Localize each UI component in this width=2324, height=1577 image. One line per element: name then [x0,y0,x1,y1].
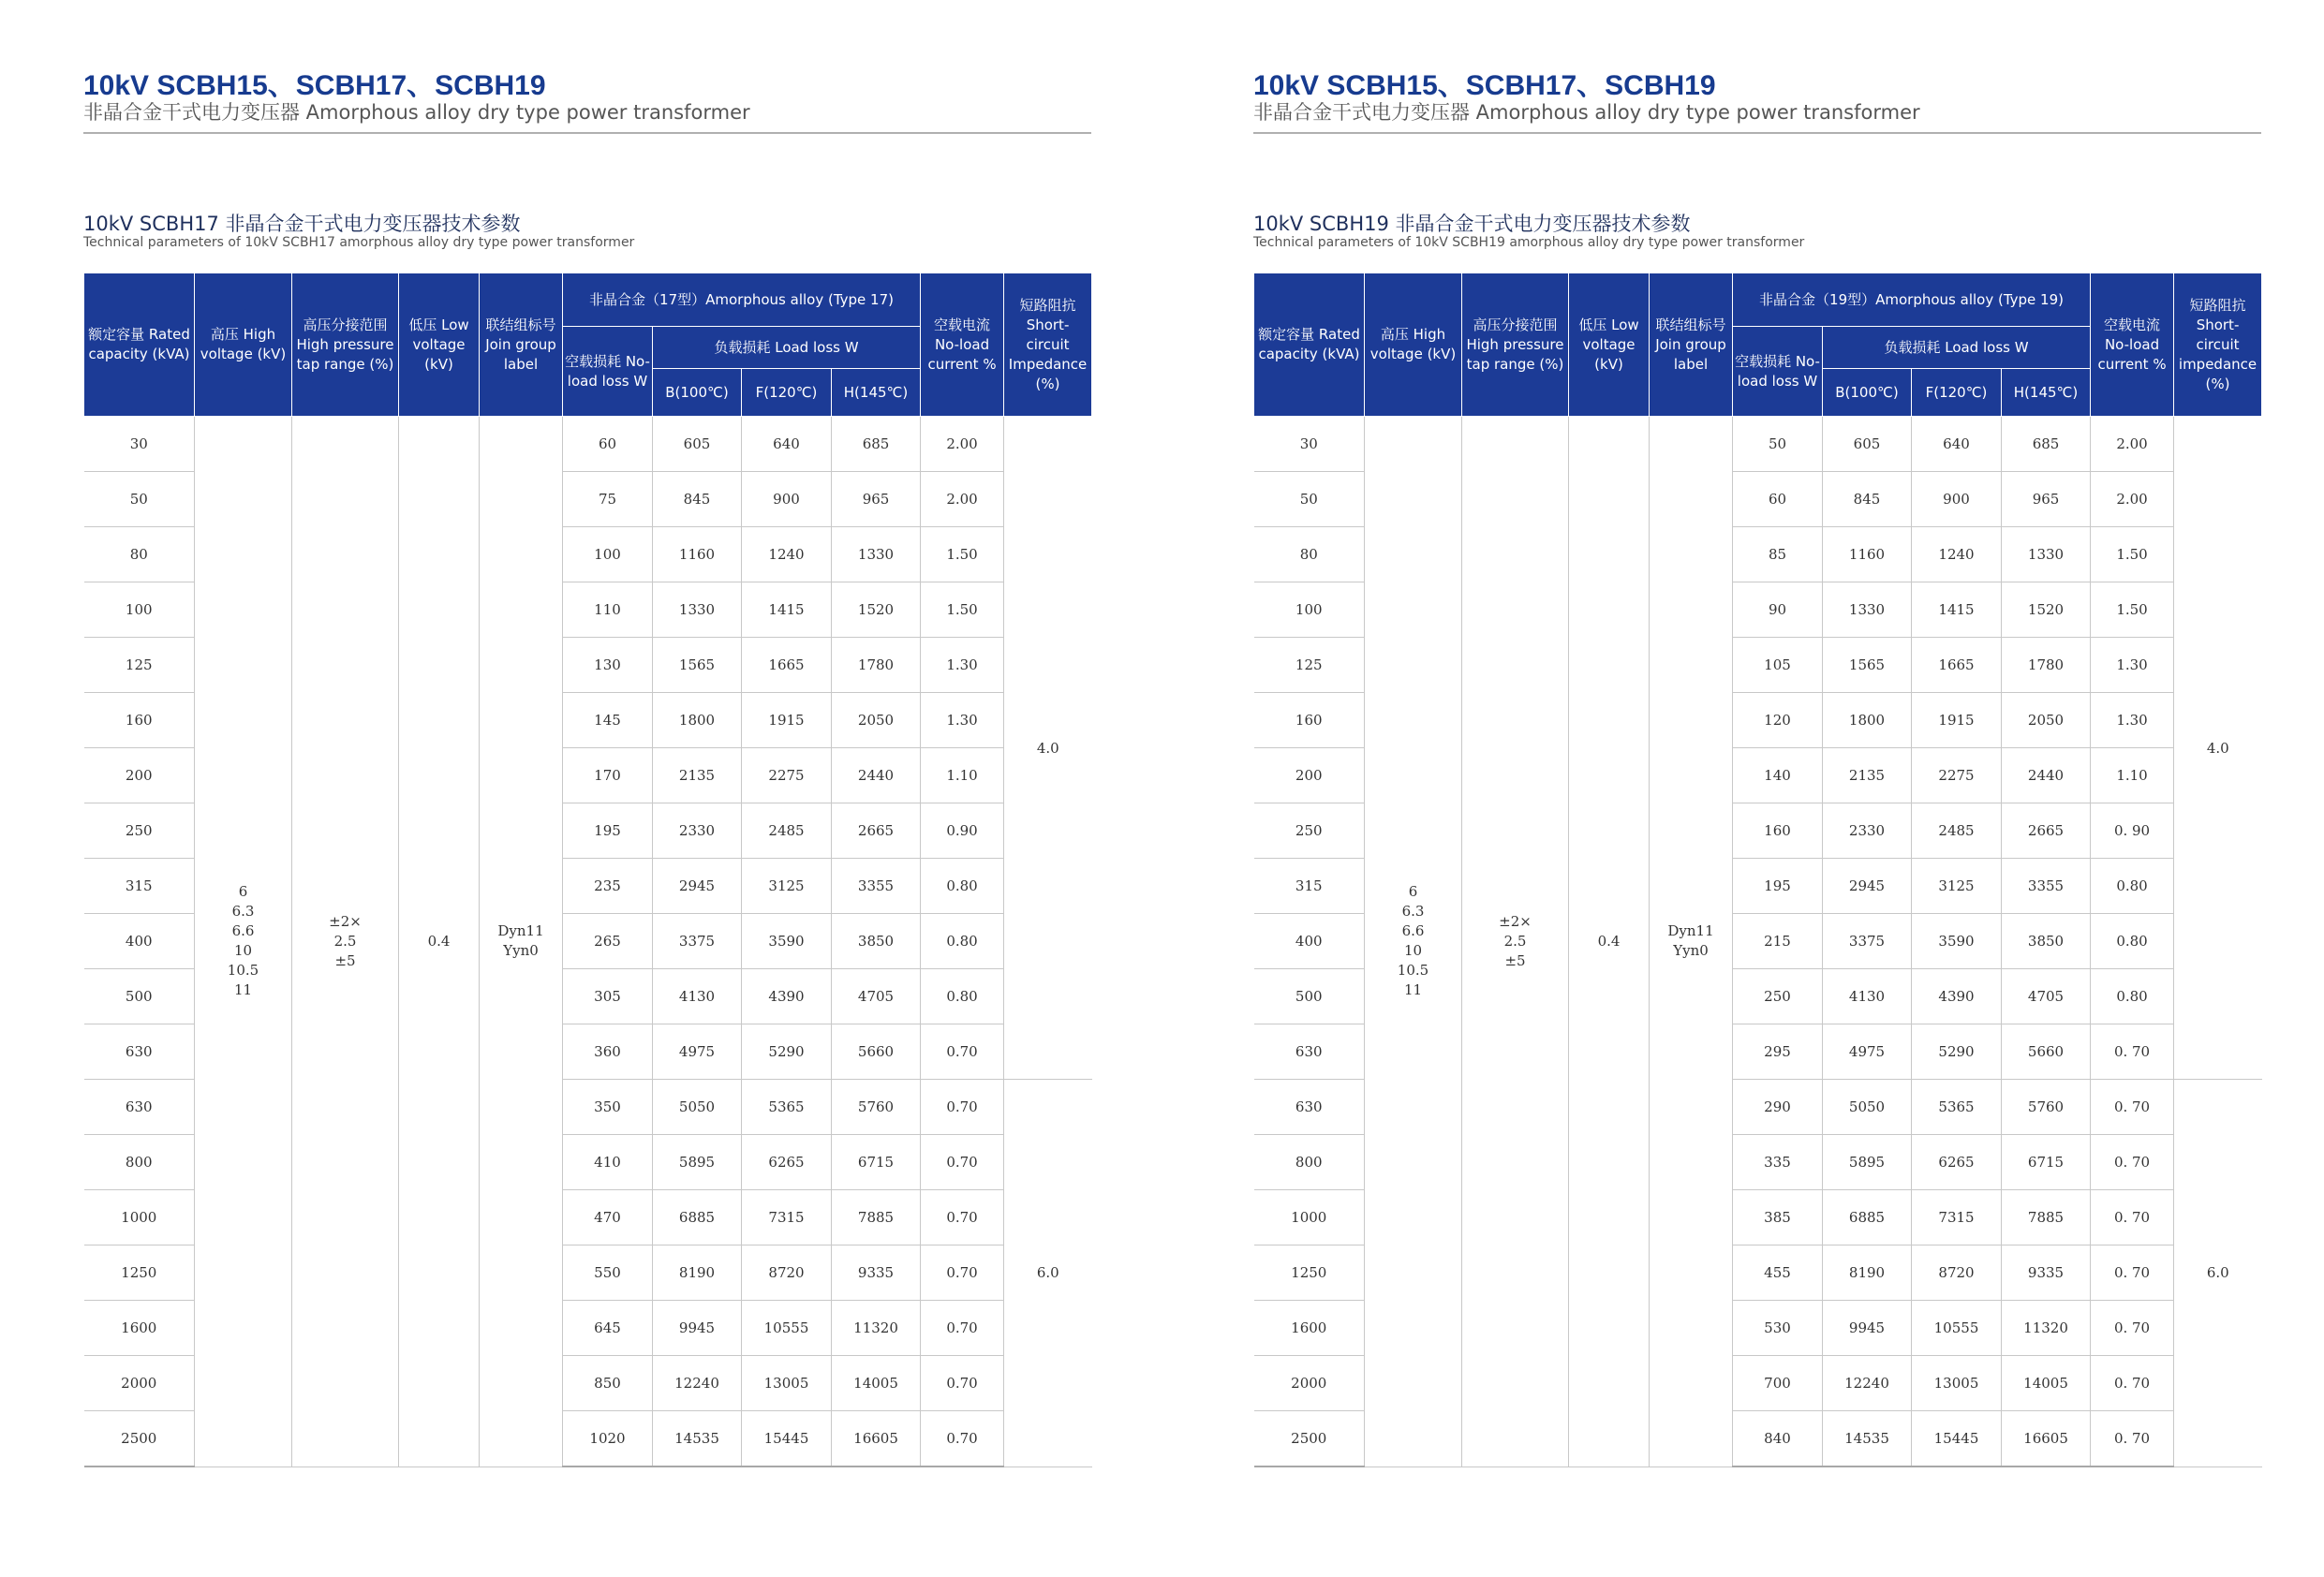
cell-rated-capacity: 400 [1254,914,1365,969]
cell-load-loss-b: 5895 [1823,1135,1912,1190]
cell-load-loss-f: 6265 [742,1135,832,1190]
cell-load-loss-b: 5050 [653,1080,742,1135]
cell-rated-capacity: 30 [1254,417,1365,472]
cell-rated-capacity: 630 [84,1080,195,1135]
cell-tap-range: ±2× 2.5 ±5 [1462,417,1569,1467]
header-h-145: H(145℃) [2002,369,2091,417]
cell-load-loss-h: 5660 [832,1024,921,1080]
cell-load-loss-b: 14535 [653,1411,742,1467]
cell-load-loss-b: 9945 [1823,1301,1912,1356]
cell-noload-loss: 105 [1733,638,1823,693]
cell-load-loss-b: 605 [653,417,742,472]
cell-noload-current: 0. 70 [2091,1411,2174,1467]
table-title: 10kV SCBH17 非晶合金干式电力变压器技术参数 [83,213,521,235]
cell-load-loss-f: 3590 [742,914,832,969]
header-noload-loss: 空载损耗 No-load loss W [563,327,653,417]
cell-load-loss-b: 12240 [1823,1356,1912,1411]
cell-rated-capacity: 500 [1254,969,1365,1024]
cell-rated-capacity: 100 [84,582,195,638]
cell-load-loss-f: 3590 [1912,914,2002,969]
cell-noload-loss: 60 [1733,472,1823,527]
table-subtitle: Technical parameters of 10kV SCBH17 amorphous alloy dry type power transformer [83,235,635,250]
header-join-group: 联结组标号 Join group label [480,273,563,417]
cell-low-voltage: 0.4 [1569,417,1650,1467]
cell-noload-loss: 645 [563,1301,653,1356]
cell-load-loss-f: 10555 [1912,1301,2002,1356]
page-title: 10kV SCBH15、SCBH17、SCBH19 [1253,70,1716,101]
header-amorphous-group: 非晶合金（17型）Amorphous alloy (Type 17) [563,273,921,327]
cell-high-voltage: 6 6.3 6.6 10 10.5 11 [195,417,292,1467]
cell-load-loss-b: 6885 [653,1190,742,1245]
cell-noload-loss: 335 [1733,1135,1823,1190]
cell-high-voltage: 6 6.3 6.6 10 10.5 11 [1365,417,1462,1467]
header-rated-capacity: 额定容量 Rated capacity (kVA) [1254,273,1365,417]
cell-load-loss-b: 4975 [653,1024,742,1080]
cell-load-loss-b: 605 [1823,417,1912,472]
header-rated-capacity: 额定容量 Rated capacity (kVA) [84,273,195,417]
cell-noload-current: 2.00 [921,417,1004,472]
header-amorphous-group: 非晶合金（19型）Amorphous alloy (Type 19) [1733,273,2091,327]
cell-noload-current: 1.30 [921,638,1004,693]
cell-join-group: Dyn11 Yyn0 [480,417,563,1467]
cell-noload-loss: 110 [563,582,653,638]
cell-tap-range: ±2× 2.5 ±5 [292,417,399,1467]
header-noload-loss: 空载损耗 No-load loss W [1733,327,1823,417]
cell-load-loss-h: 5760 [2002,1080,2091,1135]
cell-load-loss-f: 5290 [1912,1024,2002,1080]
cell-noload-loss: 410 [563,1135,653,1190]
cell-load-loss-h: 685 [832,417,921,472]
cell-load-loss-f: 1240 [1912,527,2002,582]
cell-noload-current: 0.70 [921,1190,1004,1245]
cell-load-loss-h: 2665 [832,803,921,859]
cell-noload-current: 1.30 [2091,638,2174,693]
cell-noload-current: 0.90 [921,803,1004,859]
cell-noload-loss: 850 [563,1356,653,1411]
cell-noload-current: 2.00 [2091,417,2174,472]
cell-load-loss-b: 845 [1823,472,1912,527]
cell-rated-capacity: 2500 [1254,1411,1365,1467]
cell-load-loss-f: 3125 [1912,859,2002,914]
cell-load-loss-b: 2330 [1823,803,1912,859]
cell-rated-capacity: 800 [84,1135,195,1190]
cell-load-loss-f: 1665 [1912,638,2002,693]
cell-rated-capacity: 1600 [84,1301,195,1356]
cell-rated-capacity: 630 [1254,1080,1365,1135]
cell-noload-current: 0. 70 [2091,1135,2174,1190]
cell-noload-current: 0.70 [921,1080,1004,1135]
cell-impedance: 6.0 [2174,1080,2262,1467]
header-b-100: B(100℃) [1823,369,1912,417]
cell-rated-capacity: 2500 [84,1411,195,1467]
cell-load-loss-b: 8190 [1823,1245,1912,1301]
cell-load-loss-f: 900 [1912,472,2002,527]
cell-noload-loss: 60 [563,417,653,472]
cell-load-loss-f: 1415 [1912,582,2002,638]
cell-load-loss-f: 4390 [742,969,832,1024]
header-high-voltage: 高压 High voltage (kV) [195,273,292,417]
cell-impedance: 4.0 [1004,417,1092,1080]
cell-load-loss-h: 6715 [832,1135,921,1190]
cell-noload-current: 0. 70 [2091,1024,2174,1080]
cell-load-loss-f: 6265 [1912,1135,2002,1190]
page-title: 10kV SCBH15、SCBH17、SCBH19 [83,70,546,101]
cell-rated-capacity: 125 [1254,638,1365,693]
header-tap-range: 高压分接范围 High pressure tap range (%) [1462,273,1569,417]
cell-load-loss-f: 3125 [742,859,832,914]
cell-load-loss-b: 2135 [1823,748,1912,803]
cell-rated-capacity: 250 [1254,803,1365,859]
cell-load-loss-h: 16605 [2002,1411,2091,1467]
cell-load-loss-b: 14535 [1823,1411,1912,1467]
cell-rated-capacity: 100 [1254,582,1365,638]
cell-load-loss-b: 1160 [1823,527,1912,582]
cell-noload-loss: 140 [1733,748,1823,803]
cell-noload-current: 0.80 [921,859,1004,914]
cell-noload-loss: 170 [563,748,653,803]
cell-noload-current: 1.50 [2091,582,2174,638]
cell-noload-loss: 470 [563,1190,653,1245]
cell-noload-loss: 85 [1733,527,1823,582]
cell-load-loss-f: 2275 [1912,748,2002,803]
cell-load-loss-b: 4130 [1823,969,1912,1024]
cell-load-loss-b: 2945 [653,859,742,914]
cell-noload-current: 0.80 [921,914,1004,969]
cell-noload-current: 0. 70 [2091,1245,2174,1301]
cell-load-loss-h: 14005 [832,1356,921,1411]
cell-noload-current: 0. 70 [2091,1356,2174,1411]
cell-load-loss-f: 1915 [742,693,832,748]
cell-load-loss-h: 2440 [2002,748,2091,803]
cell-noload-current: 0.70 [921,1411,1004,1467]
cell-load-loss-b: 3375 [653,914,742,969]
cell-load-loss-b: 2945 [1823,859,1912,914]
cell-noload-loss: 160 [1733,803,1823,859]
cell-noload-current: 0.70 [921,1135,1004,1190]
cell-load-loss-f: 900 [742,472,832,527]
cell-rated-capacity: 400 [84,914,195,969]
cell-load-loss-h: 3850 [832,914,921,969]
header-b-100: B(100℃) [653,369,742,417]
cell-load-loss-b: 4975 [1823,1024,1912,1080]
cell-rated-capacity: 80 [84,527,195,582]
header-h-145: H(145℃) [832,369,921,417]
cell-load-loss-h: 2050 [832,693,921,748]
cell-load-loss-f: 1915 [1912,693,2002,748]
cell-load-loss-b: 1800 [653,693,742,748]
cell-noload-loss: 700 [1733,1356,1823,1411]
cell-load-loss-f: 13005 [742,1356,832,1411]
cell-load-loss-h: 965 [832,472,921,527]
header-noload-current: 空载电流 No-load current % [921,273,1004,417]
cell-noload-loss: 215 [1733,914,1823,969]
cell-load-loss-b: 1800 [1823,693,1912,748]
parameters-table [83,273,1092,1467]
cell-load-loss-f: 8720 [742,1245,832,1301]
page-subtitle: 非晶合金干式电力变压器 Amorphous alloy dry type power transformer [83,101,750,124]
table-row [1254,417,2262,472]
cell-noload-current: 0.80 [2091,914,2174,969]
cell-noload-current: 1.50 [921,582,1004,638]
header-noload-current: 空载电流 No-load current % [2091,273,2174,417]
cell-load-loss-f: 1665 [742,638,832,693]
cell-noload-loss: 305 [563,969,653,1024]
cell-noload-current: 2.00 [921,472,1004,527]
cell-load-loss-h: 16605 [832,1411,921,1467]
cell-noload-current: 1.10 [921,748,1004,803]
cell-load-loss-h: 4705 [2002,969,2091,1024]
cell-rated-capacity: 1250 [1254,1245,1365,1301]
cell-load-loss-f: 2485 [742,803,832,859]
cell-load-loss-f: 2485 [1912,803,2002,859]
cell-load-loss-h: 2050 [2002,693,2091,748]
cell-noload-current: 1.50 [2091,527,2174,582]
cell-load-loss-f: 5290 [742,1024,832,1080]
cell-load-loss-h: 3850 [2002,914,2091,969]
header-f-120: F(120℃) [1912,369,2002,417]
cell-noload-loss: 550 [563,1245,653,1301]
header-load-loss: 负载损耗 Load loss W [1823,327,2091,369]
cell-load-loss-f: 5365 [742,1080,832,1135]
cell-load-loss-h: 14005 [2002,1356,2091,1411]
cell-load-loss-h: 7885 [2002,1190,2091,1245]
cell-load-loss-h: 9335 [2002,1245,2091,1301]
cell-join-group: Dyn11 Yyn0 [1650,417,1733,1467]
cell-load-loss-h: 3355 [832,859,921,914]
table-subtitle: Technical parameters of 10kV SCBH19 amorphous alloy dry type power transformer [1253,235,1805,250]
cell-noload-current: 0.70 [921,1024,1004,1080]
cell-rated-capacity: 500 [84,969,195,1024]
header-load-loss: 负载损耗 Load loss W [653,327,921,369]
cell-load-loss-b: 845 [653,472,742,527]
cell-rated-capacity: 125 [84,638,195,693]
cell-noload-loss: 455 [1733,1245,1823,1301]
cell-rated-capacity: 315 [1254,859,1365,914]
cell-noload-current: 1.30 [921,693,1004,748]
cell-load-loss-b: 3375 [1823,914,1912,969]
cell-load-loss-h: 1780 [832,638,921,693]
cell-noload-loss: 385 [1733,1190,1823,1245]
cell-load-loss-b: 5895 [653,1135,742,1190]
cell-load-loss-b: 1160 [653,527,742,582]
cell-load-loss-f: 1415 [742,582,832,638]
cell-load-loss-h: 7885 [832,1190,921,1245]
cell-load-loss-f: 4390 [1912,969,2002,1024]
cell-noload-current: 0.80 [921,969,1004,1024]
table-body [1254,417,2262,1467]
cell-noload-loss: 290 [1733,1080,1823,1135]
cell-load-loss-b: 1330 [653,582,742,638]
cell-load-loss-h: 1520 [2002,582,2091,638]
cell-rated-capacity: 1250 [84,1245,195,1301]
cell-noload-current: 0.70 [921,1356,1004,1411]
cell-load-loss-f: 7315 [742,1190,832,1245]
table-body [84,417,1092,1467]
cell-noload-loss: 100 [563,527,653,582]
header-impedance: 短路阻抗 Short-circuit impedance (%) [2174,273,2262,417]
cell-load-loss-f: 10555 [742,1301,832,1356]
cell-load-loss-b: 9945 [653,1301,742,1356]
cell-rated-capacity: 80 [1254,527,1365,582]
cell-low-voltage: 0.4 [399,417,480,1467]
header-high-voltage: 高压 High voltage (kV) [1365,273,1462,417]
header-join-group: 联结组标号 Join group label [1650,273,1733,417]
table-row [84,417,1092,472]
cell-load-loss-h: 1780 [2002,638,2091,693]
cell-noload-current: 2.00 [2091,472,2174,527]
header-f-120: F(120℃) [742,369,832,417]
cell-noload-loss: 250 [1733,969,1823,1024]
cell-noload-loss: 265 [563,914,653,969]
cell-load-loss-f: 7315 [1912,1190,2002,1245]
cell-load-loss-f: 2275 [742,748,832,803]
cell-noload-current: 0. 70 [2091,1301,2174,1356]
cell-load-loss-h: 9335 [832,1245,921,1301]
cell-noload-loss: 195 [563,803,653,859]
cell-rated-capacity: 30 [84,417,195,472]
cell-noload-current: 0. 90 [2091,803,2174,859]
cell-load-loss-h: 2440 [832,748,921,803]
page-subtitle: 非晶合金干式电力变压器 Amorphous alloy dry type power transformer [1253,101,1920,124]
cell-impedance: 6.0 [1004,1080,1092,1467]
cell-load-loss-f: 15445 [1912,1411,2002,1467]
cell-rated-capacity: 50 [1254,472,1365,527]
title-divider [83,132,1091,134]
cell-load-loss-b: 1565 [653,638,742,693]
cell-load-loss-f: 8720 [1912,1245,2002,1301]
cell-rated-capacity: 160 [1254,693,1365,748]
cell-load-loss-f: 13005 [1912,1356,2002,1411]
cell-load-loss-f: 640 [1912,417,2002,472]
header-impedance: 短路阻抗 Short-circuit Impedance (%) [1004,273,1092,417]
cell-noload-loss: 90 [1733,582,1823,638]
cell-noload-current: 1.10 [2091,748,2174,803]
cell-load-loss-h: 11320 [2002,1301,2091,1356]
cell-noload-loss: 75 [563,472,653,527]
cell-load-loss-f: 640 [742,417,832,472]
cell-load-loss-h: 965 [2002,472,2091,527]
cell-rated-capacity: 1600 [1254,1301,1365,1356]
cell-noload-loss: 195 [1733,859,1823,914]
cell-rated-capacity: 2000 [1254,1356,1365,1411]
cell-rated-capacity: 200 [84,748,195,803]
cell-noload-loss: 50 [1733,417,1823,472]
parameters-table [1253,273,2262,1467]
cell-noload-current: 1.30 [2091,693,2174,748]
cell-noload-loss: 120 [1733,693,1823,748]
cell-rated-capacity: 630 [1254,1024,1365,1080]
cell-load-loss-h: 6715 [2002,1135,2091,1190]
cell-load-loss-h: 3355 [2002,859,2091,914]
cell-rated-capacity: 200 [1254,748,1365,803]
cell-noload-loss: 350 [563,1080,653,1135]
cell-noload-current: 0.70 [921,1301,1004,1356]
cell-rated-capacity: 315 [84,859,195,914]
cell-load-loss-b: 1565 [1823,638,1912,693]
cell-load-loss-b: 5050 [1823,1080,1912,1135]
cell-load-loss-b: 12240 [653,1356,742,1411]
cell-load-loss-f: 15445 [742,1411,832,1467]
cell-load-loss-h: 2665 [2002,803,2091,859]
cell-rated-capacity: 630 [84,1024,195,1080]
cell-noload-current: 0. 70 [2091,1190,2174,1245]
cell-noload-current: 0.80 [2091,969,2174,1024]
cell-noload-current: 0.80 [2091,859,2174,914]
cell-rated-capacity: 250 [84,803,195,859]
cell-noload-loss: 295 [1733,1024,1823,1080]
cell-load-loss-h: 1520 [832,582,921,638]
cell-impedance: 4.0 [2174,417,2262,1080]
cell-noload-loss: 145 [563,693,653,748]
header-low-voltage: 低压 Low voltage (kV) [399,273,480,417]
cell-load-loss-b: 2330 [653,803,742,859]
cell-load-loss-b: 4130 [653,969,742,1024]
cell-noload-current: 0. 70 [2091,1080,2174,1135]
cell-load-loss-h: 4705 [832,969,921,1024]
header-tap-range: 高压分接范围 High pressure tap range (%) [292,273,399,417]
table-title: 10kV SCBH19 非晶合金干式电力变压器技术参数 [1253,213,1691,235]
cell-rated-capacity: 800 [1254,1135,1365,1190]
cell-rated-capacity: 160 [84,693,195,748]
header-low-voltage: 低压 Low voltage (kV) [1569,273,1650,417]
cell-load-loss-h: 11320 [832,1301,921,1356]
cell-load-loss-h: 1330 [832,527,921,582]
cell-load-loss-b: 2135 [653,748,742,803]
cell-load-loss-h: 685 [2002,417,2091,472]
cell-noload-loss: 360 [563,1024,653,1080]
cell-load-loss-b: 8190 [653,1245,742,1301]
cell-noload-current: 0.70 [921,1245,1004,1301]
cell-load-loss-f: 1240 [742,527,832,582]
cell-rated-capacity: 1000 [84,1190,195,1245]
cell-load-loss-b: 6885 [1823,1190,1912,1245]
cell-load-loss-b: 1330 [1823,582,1912,638]
cell-rated-capacity: 2000 [84,1356,195,1411]
cell-load-loss-f: 5365 [1912,1080,2002,1135]
cell-noload-loss: 530 [1733,1301,1823,1356]
cell-load-loss-h: 5660 [2002,1024,2091,1080]
cell-noload-loss: 1020 [563,1411,653,1467]
cell-noload-loss: 130 [563,638,653,693]
cell-noload-loss: 235 [563,859,653,914]
title-divider [1253,132,2261,134]
cell-noload-current: 1.50 [921,527,1004,582]
cell-rated-capacity: 50 [84,472,195,527]
cell-load-loss-h: 5760 [832,1080,921,1135]
cell-load-loss-h: 1330 [2002,527,2091,582]
cell-noload-loss: 840 [1733,1411,1823,1467]
cell-rated-capacity: 1000 [1254,1190,1365,1245]
